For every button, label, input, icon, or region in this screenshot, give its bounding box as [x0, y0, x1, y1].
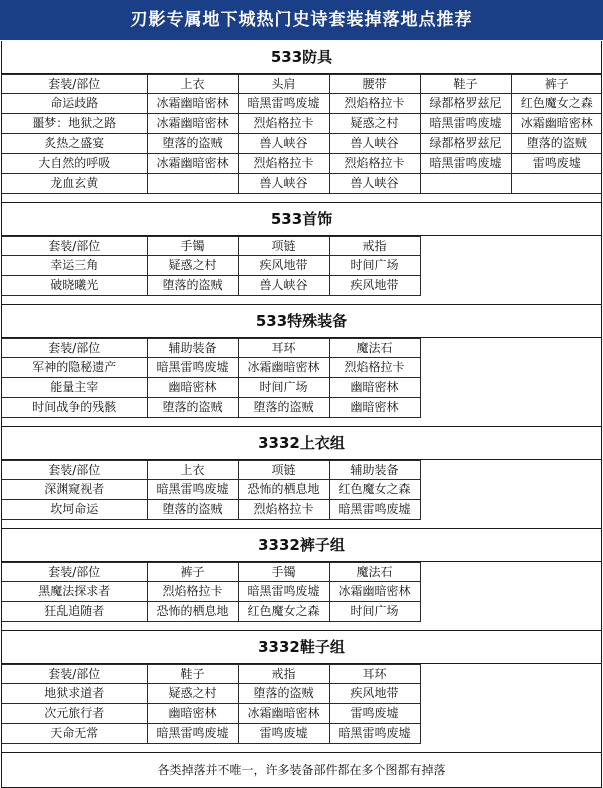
drop-location-cell: 暗黑雷鸣废墟 — [329, 724, 420, 744]
set-name-cell: 大自然的呼吸 — [2, 154, 147, 174]
set-name-cell: 能量主宰 — [2, 378, 147, 398]
drop-location-cell: 堕落的盗贼 — [147, 134, 238, 154]
column-header: 套装/部位 — [2, 665, 147, 684]
section-gap — [2, 744, 601, 752]
drop-location-cell: 堕落的盗贼 — [147, 276, 238, 296]
drop-location-cell: 烈焰格拉卡 — [238, 114, 329, 134]
table-row — [2, 398, 602, 418]
set-name-cell: 炙热之盛宴 — [2, 134, 147, 154]
table-row — [2, 358, 602, 378]
column-header: 上衣 — [147, 75, 238, 94]
set-name-cell: 噩梦：地狱之路 — [2, 114, 147, 134]
column-header: 套装/部位 — [2, 75, 147, 94]
empty-area — [420, 480, 602, 500]
set-name-cell: 龙血玄黄 — [2, 174, 147, 194]
drop-location-cell: 雷鸣废墟 — [511, 154, 602, 174]
drop-location-cell: 恐怖的栖息地 — [238, 480, 329, 500]
empty-area — [420, 500, 602, 520]
table-header-row — [2, 665, 602, 684]
empty-area — [420, 665, 602, 684]
set-name-cell: 地狱求道者 — [2, 684, 147, 704]
drop-location-cell: 暗黑雷鸣废墟 — [238, 582, 329, 602]
table-row — [2, 704, 602, 724]
drop-location-cell: 雷鸣废墟 — [238, 724, 329, 744]
drop-location-cell: 冰霜幽暗密林 — [147, 114, 238, 134]
drop-location-cell: 冰霜幽暗密林 — [238, 704, 329, 724]
drop-location-cell: 雷鸣废墟 — [329, 704, 420, 724]
drop-location-cell: 烈焰格拉卡 — [329, 358, 420, 378]
set-name-cell: 破晓曦光 — [2, 276, 147, 296]
empty-area — [420, 339, 602, 358]
section-gap — [2, 622, 601, 630]
set-name-cell: 命运歧路 — [2, 94, 147, 114]
table-header-row — [2, 339, 602, 358]
empty-area — [420, 461, 602, 480]
column-header: 套装/部位 — [2, 563, 147, 582]
table-header-row — [2, 75, 602, 94]
page-title: 刃影专属地下城热门史诗套装掉落地点推荐 — [0, 0, 603, 40]
table-row — [2, 378, 602, 398]
drop-location-cell — [147, 174, 238, 194]
drop-location-cell: 冰霜幽暗密林 — [329, 582, 420, 602]
drop-location-cell: 烈焰格拉卡 — [238, 500, 329, 520]
drop-location-cell: 堕落的盗贼 — [147, 500, 238, 520]
column-header: 魔法石 — [329, 339, 420, 358]
drop-location-cell: 暗黑雷鸣废墟 — [147, 724, 238, 744]
drop-location-cell: 绿都格罗兹尼 — [420, 134, 511, 154]
empty-area — [420, 256, 602, 276]
column-header: 辅助装备 — [147, 339, 238, 358]
drop-location-cell: 幽暗密林 — [147, 378, 238, 398]
footer-note: 各类掉落并不唯一，许多装备部件都在多个图都有掉落 — [2, 752, 601, 788]
empty-area — [420, 276, 602, 296]
section-title: 3332上衣组 — [2, 426, 601, 460]
section-title: 533防具 — [2, 41, 601, 74]
drop-location-cell: 堕落的盗贼 — [147, 398, 238, 418]
table-row — [2, 134, 602, 154]
table-header-row — [2, 461, 602, 480]
table-row — [2, 94, 602, 114]
empty-area — [420, 563, 602, 582]
column-header: 戒指 — [238, 665, 329, 684]
table-row — [2, 582, 602, 602]
drop-location-cell: 堕落的盗贼 — [238, 684, 329, 704]
drop-table — [2, 460, 602, 520]
drop-location-cell: 幽暗密林 — [329, 398, 420, 418]
drop-location-cell: 疾风地带 — [238, 256, 329, 276]
drop-location-cell: 堕落的盗贼 — [511, 134, 602, 154]
column-header: 鞋子 — [420, 75, 511, 94]
column-header: 耳环 — [329, 665, 420, 684]
drop-location-cell: 绿都格罗兹尼 — [420, 94, 511, 114]
column-header: 套装/部位 — [2, 339, 147, 358]
section-gap — [2, 418, 601, 426]
table-row — [2, 724, 602, 744]
column-header: 裤子 — [511, 75, 602, 94]
set-name-cell: 次元旅行者 — [2, 704, 147, 724]
drop-location-cell: 烈焰格拉卡 — [329, 154, 420, 174]
section-title: 3332鞋子组 — [2, 630, 601, 664]
tables-container — [1, 41, 602, 788]
table-row — [2, 174, 602, 194]
drop-location-cell: 暗黑雷鸣废墟 — [147, 480, 238, 500]
drop-location-cell: 疑惑之村 — [147, 684, 238, 704]
set-name-cell: 时间战争的残骸 — [2, 398, 147, 418]
drop-location-cell: 红色魔女之森 — [238, 602, 329, 622]
drop-location-cell — [420, 174, 511, 194]
empty-area — [420, 358, 602, 378]
drop-table — [2, 74, 602, 194]
drop-location-cell: 兽人峡谷 — [238, 276, 329, 296]
drop-location-cell: 时间广场 — [329, 602, 420, 622]
drop-location-cell: 冰霜幽暗密林 — [147, 94, 238, 114]
section-title: 533特殊装备 — [2, 304, 601, 338]
drop-table — [2, 562, 602, 622]
drop-location-cell: 烈焰格拉卡 — [147, 582, 238, 602]
drop-location-cell — [511, 174, 602, 194]
drop-location-cell: 兽人峡谷 — [238, 134, 329, 154]
drop-location-cell: 兽人峡谷 — [329, 134, 420, 154]
column-header: 套装/部位 — [2, 237, 147, 256]
set-name-cell: 黑魔法探求者 — [2, 582, 147, 602]
column-header: 辅助装备 — [329, 461, 420, 480]
table-row — [2, 154, 602, 174]
drop-location-cell: 红色魔女之森 — [329, 480, 420, 500]
drop-location-cell: 暗黑雷鸣废墟 — [238, 94, 329, 114]
drop-location-cell: 疾风地带 — [329, 276, 420, 296]
column-header: 头肩 — [238, 75, 329, 94]
drop-location-cell: 暗黑雷鸣废墟 — [329, 500, 420, 520]
table-row — [2, 500, 602, 520]
drop-location-cell: 幽暗密林 — [329, 378, 420, 398]
section-gap — [2, 296, 601, 304]
drop-location-cell: 冰霜幽暗密林 — [147, 154, 238, 174]
table-row — [2, 480, 602, 500]
column-header: 鞋子 — [147, 665, 238, 684]
drop-location-cell: 烈焰格拉卡 — [238, 154, 329, 174]
drop-location-cell: 时间广场 — [238, 378, 329, 398]
drop-location-cell: 堕落的盗贼 — [238, 398, 329, 418]
drop-location-cell: 兽人峡谷 — [329, 174, 420, 194]
section-title: 533首饰 — [2, 202, 601, 236]
section-gap — [2, 194, 601, 202]
empty-area — [420, 582, 602, 602]
drop-location-cell: 暗黑雷鸣废墟 — [420, 114, 511, 134]
drop-location-cell: 时间广场 — [329, 256, 420, 276]
drop-location-cell: 红色魔女之森 — [511, 94, 602, 114]
column-header: 套装/部位 — [2, 461, 147, 480]
drop-table — [2, 664, 602, 744]
column-header: 耳环 — [238, 339, 329, 358]
table-row — [2, 276, 602, 296]
table-header-row — [2, 563, 602, 582]
table-row — [2, 256, 602, 276]
empty-area — [420, 378, 602, 398]
drop-location-cell: 冰霜幽暗密林 — [511, 114, 602, 134]
drop-location-cell: 疑惑之村 — [329, 114, 420, 134]
table-row — [2, 114, 602, 134]
column-header: 戒指 — [329, 237, 420, 256]
column-header: 魔法石 — [329, 563, 420, 582]
drop-location-cell: 暗黑雷鸣废墟 — [420, 154, 511, 174]
empty-area — [420, 704, 602, 724]
set-name-cell: 幸运三角 — [2, 256, 147, 276]
column-header: 手镯 — [238, 563, 329, 582]
table-row — [2, 684, 602, 704]
drop-location-cell: 恐怖的栖息地 — [147, 602, 238, 622]
set-name-cell: 深渊窥视者 — [2, 480, 147, 500]
drop-location-cell: 疑惑之村 — [147, 256, 238, 276]
drop-location-cell: 冰霜幽暗密林 — [238, 358, 329, 378]
drop-location-cell: 暗黑雷鸣废墟 — [147, 358, 238, 378]
column-header: 手镯 — [147, 237, 238, 256]
drop-location-cell: 兽人峡谷 — [238, 174, 329, 194]
column-header: 上衣 — [147, 461, 238, 480]
empty-area — [420, 237, 602, 256]
set-name-cell: 狂乱追随者 — [2, 602, 147, 622]
empty-area — [420, 602, 602, 622]
section-title: 3332裤子组 — [2, 528, 601, 562]
empty-area — [420, 724, 602, 744]
set-name-cell: 天命无常 — [2, 724, 147, 744]
drop-location-cell: 幽暗密林 — [147, 704, 238, 724]
drop-table — [2, 236, 602, 296]
column-header: 腰带 — [329, 75, 420, 94]
section-gap — [2, 520, 601, 528]
empty-area — [420, 684, 602, 704]
column-header: 裤子 — [147, 563, 238, 582]
set-name-cell: 军神的隐秘遗产 — [2, 358, 147, 378]
empty-area — [420, 398, 602, 418]
drop-location-cell: 疾风地带 — [329, 684, 420, 704]
set-name-cell: 坎坷命运 — [2, 500, 147, 520]
column-header: 项链 — [238, 461, 329, 480]
drop-location-cell: 烈焰格拉卡 — [329, 94, 420, 114]
table-header-row — [2, 237, 602, 256]
column-header: 项链 — [238, 237, 329, 256]
table-row — [2, 602, 602, 622]
drop-table — [2, 338, 602, 418]
